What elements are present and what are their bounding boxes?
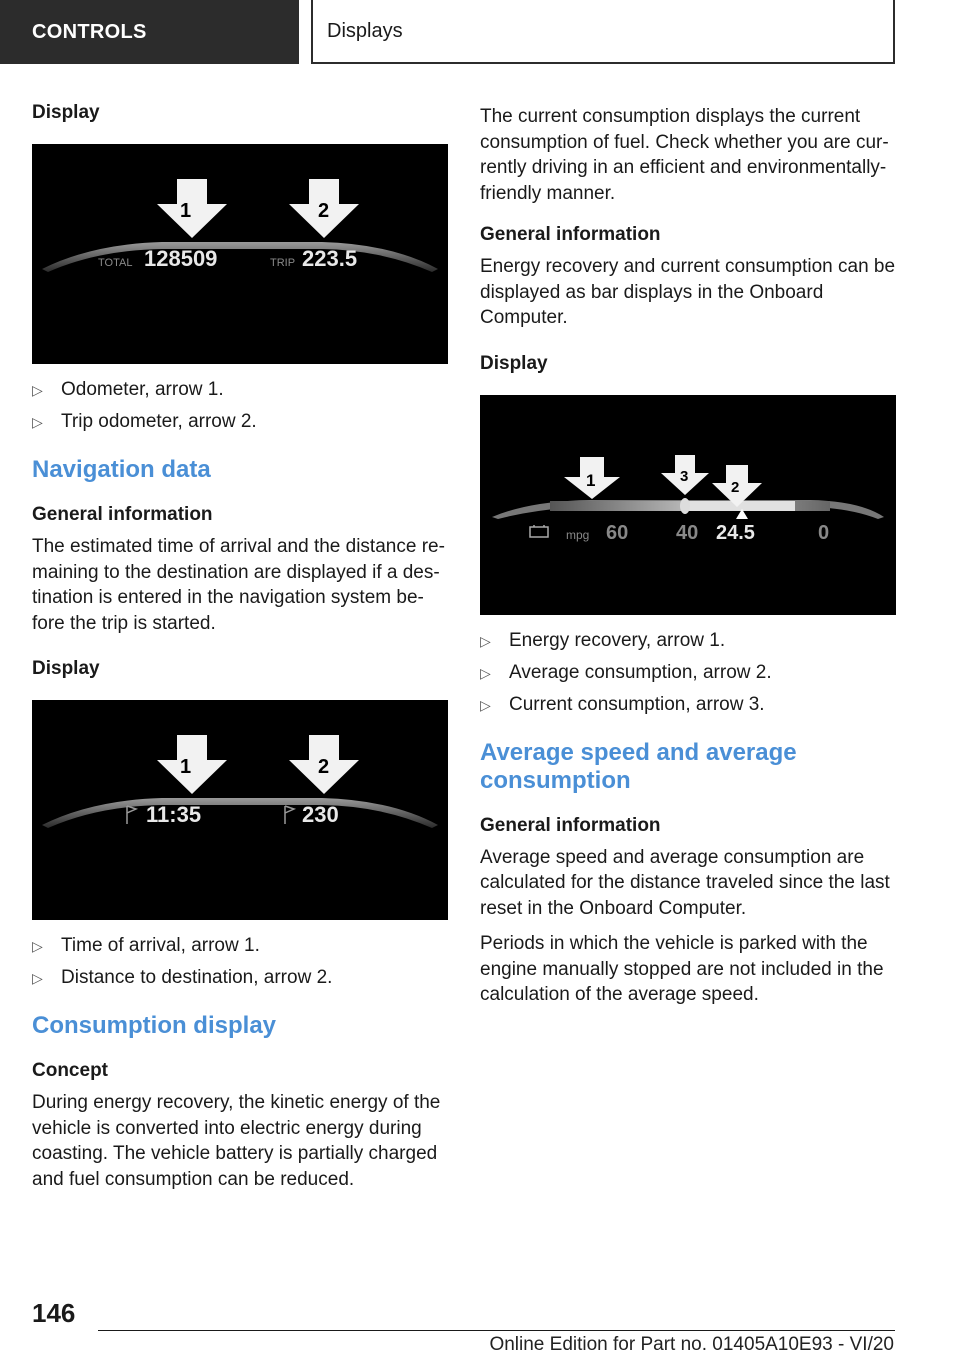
- section-tab: [0, 0, 299, 64]
- section-label: CONTROLS: [32, 20, 147, 43]
- scale-60: 60: [606, 521, 629, 544]
- triangle-bullet-icon: ▷: [480, 664, 491, 681]
- arrow-2-number: 2: [318, 756, 330, 778]
- total-label: TOTAL: [98, 257, 133, 269]
- navigation-figure: [32, 700, 448, 920]
- list-item: ▷ Time of arrival, arrow 1.: [32, 935, 260, 956]
- chapter-tab: [311, 0, 895, 64]
- triangle-bullet-icon: ▷: [480, 696, 491, 713]
- arrow-1-number: 1: [586, 470, 596, 490]
- flag-icon: [127, 806, 136, 824]
- general-info-subheading: General information: [480, 814, 661, 836]
- odometer-figure: [32, 144, 448, 364]
- unit-label: mpg: [566, 527, 590, 542]
- list-item: ▷ Energy recovery, arrow 1.: [480, 629, 726, 651]
- distance-value: 230: [302, 802, 339, 827]
- odometer-value: 128509: [144, 246, 218, 271]
- arrival-time-value: 11:35: [146, 802, 202, 827]
- trip-label: TRIP: [270, 257, 296, 269]
- triangle-bullet-icon: ▷: [32, 382, 43, 398]
- display-subheading: Display: [32, 102, 100, 123]
- navigation-paragraph: The estimated time of arrival and the distance re-maining to the destination are displayed if a des-tination is entered in the navigation system be-fore the trip is started.: [32, 536, 445, 634]
- arrow-1-number: 1: [180, 756, 192, 778]
- arrow-2-number: 2: [318, 200, 330, 222]
- scale-40: 40: [676, 521, 699, 544]
- list-item: ▷ Trip odometer, arrow 2.: [32, 411, 257, 432]
- average-paragraph-1: Average speed and average consumption are calculated for the distance traveled since the last reset in the Onboard Computer.: [480, 846, 890, 919]
- arrow-2-number: 2: [731, 478, 740, 496]
- general-info-paragraph: Energy recovery and current consumption can be displayed as bar displays in the Onboard Computer.: [480, 256, 896, 328]
- arrow-3-number: 3: [680, 467, 689, 485]
- triangle-bullet-icon: ▷: [480, 632, 491, 649]
- concept-paragraph: During energy recovery, the kinetic energy of the vehicle is converted into electric energy during coasting. The vehicle battery is partially charged and fuel consumption can be reduced.: [32, 1092, 441, 1190]
- consumption-list: [480, 629, 896, 717]
- footer-divider: [98, 1330, 895, 1331]
- edition-text: Online Edition for Part no. 01405A10E93 - VI/20: [489, 1334, 894, 1355]
- average-heading: Average speed and average consumption: [480, 738, 797, 794]
- page-number: 146: [32, 1298, 76, 1328]
- arrow-1-icon: [157, 179, 227, 238]
- right-column: [480, 104, 896, 1018]
- general-info-subheading: General information: [32, 504, 213, 525]
- general-info-subheading: General information: [480, 224, 661, 245]
- list-item: ▷ Odometer, arrow 1.: [32, 379, 224, 400]
- concept-subheading: Concept: [32, 1060, 108, 1081]
- triangle-bullet-icon: ▷: [32, 414, 43, 430]
- navigation-heading: Navigation data: [32, 456, 211, 483]
- average-paragraph-2: Periods in which the vehicle is parked with the engine manually stopped are not included in the calculation of the average speed.: [480, 933, 884, 1005]
- odometer-list: [32, 378, 448, 434]
- chapter-title: Displays: [327, 19, 403, 42]
- consumption-heading: Consumption display: [32, 1012, 277, 1039]
- current-consumption-paragraph: The current consumption displays the current consumption of fuel. Check whether you are cur-rently driving in an efficient and environmentally-friendly manner.: [480, 106, 889, 204]
- consumption-figure: [480, 395, 896, 615]
- battery-icon: [530, 525, 548, 537]
- list-item: ▷ Distance to destination, arrow 2.: [32, 967, 333, 988]
- average-consumption-value: 24.5: [716, 521, 755, 544]
- display-subheading: Display: [480, 352, 548, 374]
- flag-icon: [285, 806, 294, 824]
- list-item: ▷ Current consumption, arrow 3.: [480, 693, 765, 715]
- navigation-list: [32, 934, 448, 990]
- triangle-bullet-icon: ▷: [32, 938, 43, 954]
- arrow-1-number: 1: [180, 200, 192, 222]
- trip-value: 223.5: [302, 246, 358, 271]
- scale-0: 0: [818, 521, 830, 544]
- list-item: ▷ Average consumption, arrow 2.: [480, 661, 772, 683]
- display-subheading: Display: [32, 658, 100, 679]
- left-column: [32, 100, 448, 1202]
- triangle-bullet-icon: ▷: [32, 970, 43, 986]
- arrow-1-icon: [157, 735, 227, 794]
